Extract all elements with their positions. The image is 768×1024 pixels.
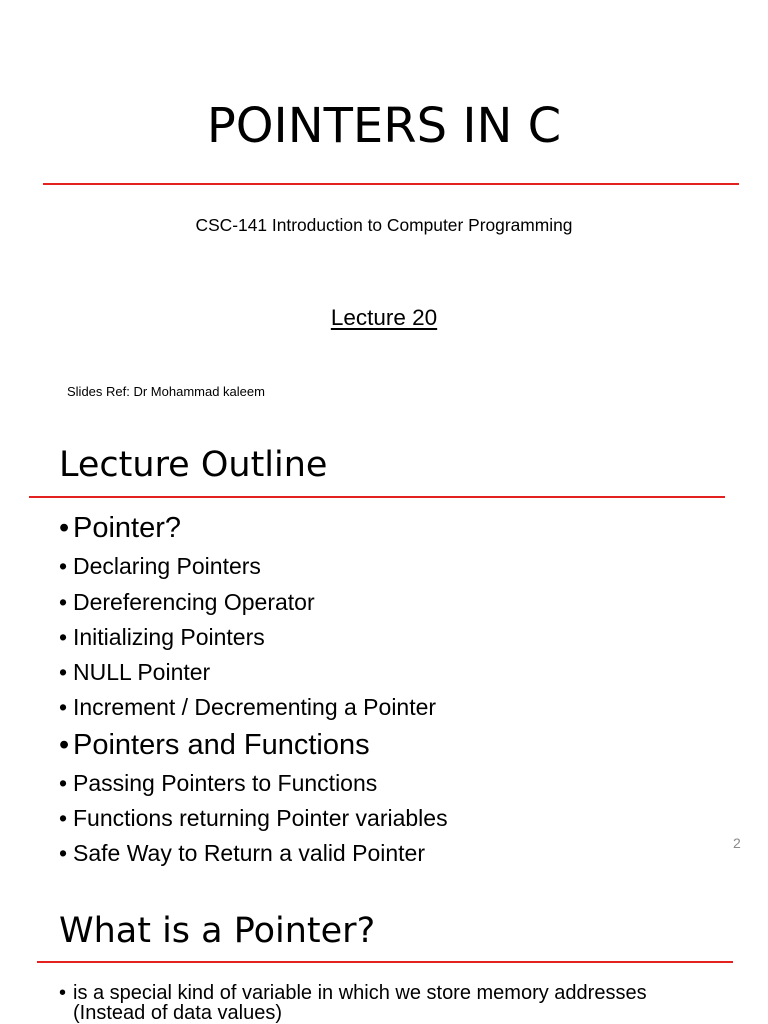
list-item: • Passing Pointers to Functions <box>59 769 377 797</box>
list-item: • NULL Pointer <box>59 658 210 686</box>
slides-reference: Slides Ref: Dr Mohammad kaleem <box>67 384 265 399</box>
pointer-definition-slide <box>0 880 768 1024</box>
list-item: • Functions returning Pointer variables <box>59 804 448 832</box>
slide-title: What is a Pointer? <box>59 911 376 951</box>
list-item: • Pointers and Functions <box>59 728 370 762</box>
lecture-number: Lecture 20 <box>330 305 438 330</box>
list-item: • Pointer? <box>59 511 181 545</box>
slide-title: Lecture Outline <box>59 445 328 485</box>
list-item: • Declaring Pointers <box>59 552 261 580</box>
title-divider <box>43 183 739 185</box>
list-item: • Increment / Decrementing a Pointer <box>59 693 436 721</box>
list-item: • Initializing Pointers <box>59 623 265 651</box>
outline-slide <box>0 420 768 880</box>
list-item: • is a special kind of variable in which we store memory addresses (Instead of data values) <box>59 983 693 1023</box>
title-slide <box>0 0 768 420</box>
list-item: • Dereferencing Operator <box>59 588 315 616</box>
course-name: CSC-141 Introduction to Computer Programming <box>195 215 573 235</box>
title-divider <box>37 961 733 963</box>
slide-title: POINTERS IN C <box>206 98 562 154</box>
title-divider <box>29 496 725 498</box>
page-number: 2 <box>733 835 741 851</box>
list-item: • Safe Way to Return a valid Pointer <box>59 839 425 867</box>
